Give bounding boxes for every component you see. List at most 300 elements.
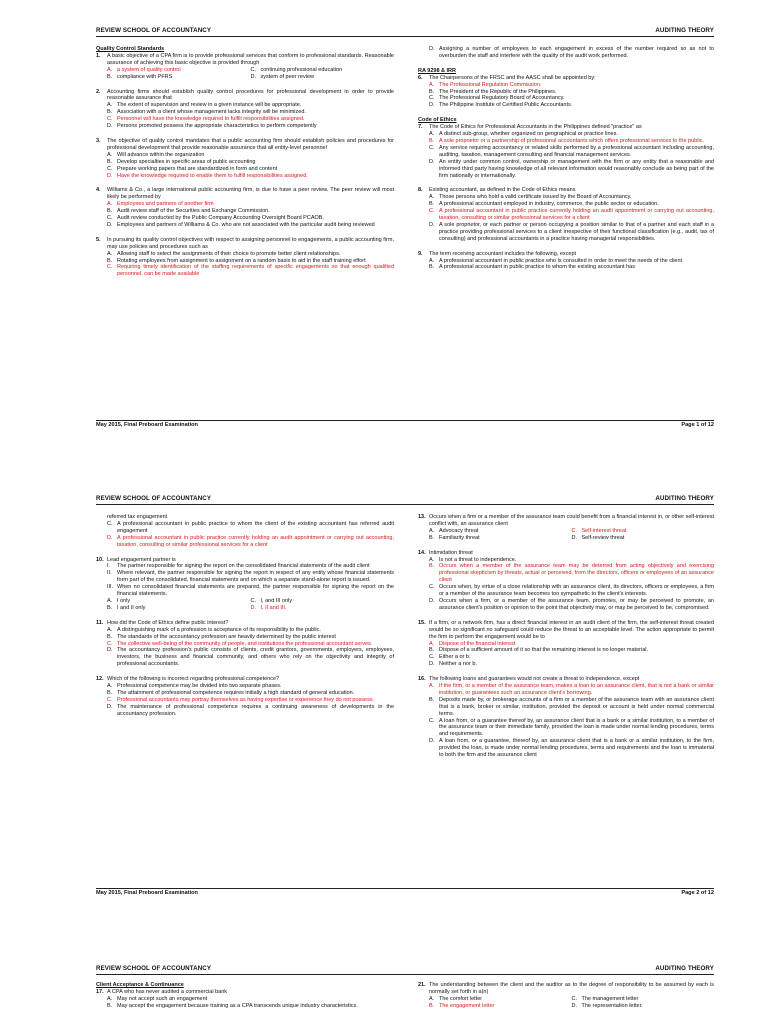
question [418,124,714,179]
question [96,620,394,668]
answer-option [251,605,395,612]
option-letter: C. [571,995,577,1002]
question [96,237,394,278]
option-letter: C. [107,696,113,703]
option-text: A distinct sub-group, whether organized on geographical or practice lines. [439,131,618,138]
question-number: 17. [96,988,104,995]
option-letter: D. [107,123,113,130]
question-body [107,676,394,717]
question [96,187,394,228]
question-stem: Accounting firms should establish quality control procedures for professional development in order to provide reasonable assurance that [107,88,394,102]
question-number: 14. [418,549,426,556]
option-letter: D. [429,46,435,52]
option [429,264,714,271]
option-letter: D. [107,221,113,228]
option-letter: B. [107,257,113,264]
option-text: Personnel will have the knowledge required to fulfill responsibilities assigned. [117,116,305,123]
question-stem: A basic objective of a CPA firm is to provide professional services that conform to professional standards. Reasonable assurance of achieving this basic objective is provided through [107,52,394,66]
question-stem: Williams & Co., a large international public accounting firm, is due to have a peer review. The peer review will most likely be performed by [107,187,394,201]
left-column [96,514,394,726]
option-text: Either a or b. [439,654,471,661]
option-letter: A. [429,683,435,690]
option-text: Self-review threat [581,534,625,541]
option-letter: A. [107,66,113,73]
question-number: 2. [96,88,101,95]
option [107,634,394,641]
option-list [107,598,394,612]
option-text: Allowing staff to select the assignments of their choice to promote better client relationships. [117,250,341,257]
question [418,251,714,272]
option-letter: B. [429,647,435,654]
option-letter: D. [107,703,113,710]
option-text: Assigning a number of employees to each engagement in excess of the number required so as not to overburden the staff and interfere with the quality of the audit work performed. [439,46,714,59]
question-body [107,989,394,1010]
option-letter: B. [429,534,435,541]
option-letter: A. [107,683,113,690]
right-column [418,514,714,767]
option [107,598,251,605]
option [429,996,572,1003]
option-letter: D. [429,102,435,109]
question-stem: Intimidation threat [429,549,473,556]
option [107,152,394,159]
option-letter: C. [250,597,256,604]
option-list [429,82,714,110]
option [107,208,394,215]
question-stem: Which of the following is incorrect regarding professional competence? [107,676,280,683]
option-text: Occurs when a member of the assurance team may be deterred from acting objectively and exercising professional skepticism by threats, actual or perceived, from the directors, officers or employees of an assurance client [439,563,714,584]
option-text: Audit review staff of the Securities and Exchange Commission. [117,208,270,215]
option-letter: A. [429,131,435,138]
question [96,989,394,1010]
section-heading: RA 9298 & IRR [418,67,457,74]
option-letter: A. [429,995,435,1002]
option [107,258,394,265]
answer-option [107,641,394,648]
option-text: Dispose of a sufficient amount of it so that the remaining interest is no longer material. [439,647,649,654]
option-text: The collective well-being of the community of people, and institutions the professional accountant serves. [117,640,373,647]
question-body [107,620,394,668]
question-body [429,550,714,612]
option-text: Audit review conducted by the Public Company Accounting Oversight Board PCAOB. [117,215,324,222]
option-text: The representation letter. [581,1002,643,1009]
left-column [96,982,394,1018]
option [429,647,714,654]
option-letter: D. [250,73,256,80]
option-text: The management letter [581,995,639,1002]
document-page-3 [88,958,728,1024]
option [251,67,395,74]
question-body [429,124,714,179]
option-text: Occurs when, by virtue of a close relationship with an assurance client, its directors, officers or employees, a firm or a member of the assurance team becomes too sympathetic to the client's interests. [439,584,714,598]
answer-option [107,116,394,123]
exam-name: May 2015, Final Preboard Examination [96,422,198,428]
option-text: system of peer review [260,73,314,80]
option-list [107,201,394,229]
option-list [429,46,714,60]
option-text: a system of quality control [117,66,181,73]
question [96,138,394,179]
question-stem: If a firm, or a network firm, has a direct financial interest in an audit client of the firm, the self-interest threat created would be so significant no safeguard could reduce the threat to an acceptable level. The action appropriate to permit the firm to perform the engagement would be to [429,619,714,640]
question-number: 8. [418,187,423,194]
question-body [429,982,714,1010]
option-list [429,131,714,179]
section-heading: Code of Ethics [418,117,457,124]
option-letter: C. [429,144,435,151]
option-text: I, II and III. [260,604,287,611]
option [107,222,394,229]
answer-option [107,697,394,704]
option [429,131,714,138]
school-name: REVIEW SCHOOL OF ACCOUNTANCY [96,27,212,34]
question-stem: The Code of Ethics for Professional Accountants in the Philippines defined "practice" as [429,124,642,131]
answer-option [429,138,714,145]
option [107,215,394,222]
option-letter: B. [429,1002,435,1009]
option-letter: C. [429,717,435,724]
option [429,89,714,96]
option-text: A loan from, or a guarantee thereof by, an assurance client that is a bank or a similar institution, to a member of the assurance team or their immediate family, provided the loan is made under normal lending procedures, terms and requirements. [439,717,714,738]
question [96,557,394,612]
question-stem: The Chairpersons of the FRSC and the AASC shall be appointed by: [429,74,596,81]
question-number: 12. [96,676,104,683]
option-text: Have the knowledge required to enable them to fulfill responsibilities assigned. [117,172,308,179]
option-text: A professional accountant in public practice to whom the client of the existing accountant has referred audit engagement [117,520,394,534]
answer-option [107,535,394,549]
option-text: When no consolidated financial statements are prepared, the partner responsible for signing the report on the financial statements. [117,584,394,598]
subject-name: AUDITING THEORY [655,27,714,34]
option-text: Neither a nor b. [439,661,477,668]
school-name: REVIEW SCHOOL OF ACCOUNTANCY [96,965,212,972]
option [429,661,714,668]
option [107,704,394,718]
option-text: Familiarity threat [439,534,480,541]
option-letter: D. [107,647,113,654]
option-letter: C. [429,584,435,591]
page-footer [96,420,714,429]
section-heading: Client Acceptance & Continuance [96,982,184,988]
answer-option [107,264,394,278]
option [572,1003,715,1010]
page-gap [0,436,768,492]
option-text: The Philippine Institute of Certified Public Accountants. [439,102,573,109]
question-number: 15. [418,619,426,626]
option-letter: C. [107,215,113,222]
option-text: A sole proprietor or a partnership of professional accountants which offers professional services to the public. [439,137,704,144]
option-letter: A. [107,102,113,109]
option [429,194,714,201]
option-text: Professional competence may be divided into two separate phases. [117,683,282,690]
section-heading: Quality Control Standards [96,46,165,52]
option [107,647,394,668]
option-letter: B. [429,563,435,570]
option [251,598,395,605]
option [107,563,394,570]
question-stem: Lead engagement partner is [107,556,176,563]
question-body [107,187,394,228]
question-body [429,187,714,242]
option-letter: I. [107,563,111,570]
question-number: 9. [418,250,423,257]
option-text: Employees and partners of Williams & Co. who are not associated with the particular audit being reviewed [117,221,375,228]
option-letter: A. [107,626,113,633]
option-letter: D. [429,738,435,745]
option-text: Dispose of the financial interest [439,640,516,647]
option-letter: C. [429,208,435,215]
document-page-1 [88,0,728,436]
option-text: A professional accountant in public practice currently holding an audit appointment or carrying out accounting, taxation, consulting or similar professional services for a client [117,534,394,548]
option-letter: B. [429,137,435,144]
option-letter: B. [107,1002,113,1009]
option-letter: C. [107,640,113,647]
option-text: Develop specialties in specific areas of public accounting [117,158,256,165]
option-list [107,521,394,549]
question-stem: Occurs when a firm or a member of the assurance team could benefit from a financial interest in, or other self-interest conflict with, an assurance client [429,514,714,527]
option-text: A professional accountant in public practice to whom the existing accountant has [439,264,635,271]
option-text: The standards of the accountancy profession are heavily determined by the public interest [117,633,336,640]
option-letter: A. [107,995,113,1002]
answer-option [107,173,394,180]
option-letter: D. [429,661,435,668]
option [107,109,394,116]
answer-option [107,67,251,74]
page-number: Page 1 of 12 [681,422,714,428]
continued-body [429,46,714,60]
answer-option [429,82,714,89]
exam-name: May 2015, Final Preboard Examination [96,890,198,896]
option-letter: C. [571,527,577,534]
option-text: I only [117,597,131,604]
question-body [429,514,714,542]
question-stem: How did the Code of Ethics define public interest? [107,619,229,626]
option-list [107,996,394,1010]
option-letter: D. [429,158,435,165]
school-name: REVIEW SCHOOL OF ACCOUNTANCY [96,495,212,502]
question-body [429,676,714,759]
option [429,738,714,759]
option-letter: B. [107,604,113,611]
option [429,557,714,564]
question [418,676,714,759]
option-text: The President of the Republic of the Philippines. [439,88,557,95]
question-number: 3. [96,137,101,144]
option [429,159,714,180]
question-stem: A CPA who has never audited a commercial bank [107,988,228,995]
question [96,89,394,130]
option-list [107,627,394,668]
option-letter: A. [429,640,435,647]
option-letter: A. [429,81,435,88]
page-header [96,26,714,37]
page-number: Page 2 of 12 [681,890,714,896]
question-number: 10. [96,556,104,563]
option-list [429,258,714,272]
continued-question [418,46,714,60]
option-list [107,152,394,180]
option [107,251,394,258]
option-text: Any service requiring accountancy or related skills performed by a professional accountant including accounting, auditing, taxation, management consulting and financial management services. [439,144,714,158]
option-letter: B. [429,264,435,271]
option-text: May accept the engagement because training as a CPA transcends unique industry characteristics. [117,1002,358,1009]
question-body [107,557,394,612]
option-letter: C. [107,264,113,271]
option [107,627,394,634]
option-list [429,996,714,1010]
document-page-2 [88,492,728,902]
option-text: Self-interest threat [581,527,627,534]
option [429,697,714,718]
option-text: The partner responsible for signing the report on the consolidated financial statements of the audit client [117,563,370,570]
option [107,584,394,598]
option [429,584,714,598]
option-letter: B. [107,109,113,116]
question [96,676,394,717]
option-letter: A. [429,257,435,264]
option-text: Where relevant, the partner responsible for signing the report in respect of any entity whose financial statements form part of the consolidated, financial statements and on which a separate stand-alone report is issued. [117,570,394,584]
question [96,53,394,81]
option-text: Will advance within the organization [117,151,205,158]
option [107,74,251,81]
option-text: The Professional Regulation Commission. [439,81,542,88]
page-gap [0,902,768,958]
option [429,102,714,109]
option-text: May not accept such an engagement [117,995,208,1002]
option-letter: II. [107,570,112,577]
option [429,46,714,60]
option-text: A sole proprietor, or each partner or person occupying a position similar to that of a partner and each staff in a practice providing professional services to a client irrespective of their functional classification (e.g., audit, tax of consulting) and professional accountants in a practice having managerial responsibilities. [439,221,714,242]
option-text: The maintenance of professional competence requires a continuing awareness of developments in the accountancy profession. [117,703,394,717]
question-number: 16. [418,676,426,683]
option-letter: C. [429,95,435,102]
option-text: I and II only [117,604,146,611]
question [418,75,714,110]
option-letter: B. [429,88,435,95]
question-body [429,620,714,668]
question-body [107,89,394,130]
option-text: Occurs when a firm, or a member of the assurance team, promotes, or may be perceived to promote, an assurance client's position or opinion to the point that objectivity may, or may be perceived to be, compromised. [439,597,714,611]
option [429,654,714,661]
question-stem: Existing accountant, as defined in the Code of Ethics means [429,187,576,194]
option-text: If the firm, or a member of the assurance team, makes a loan to an assurance client, that is not a bank or similar institution, or guarantees such an assurance client's borrowing. [439,683,714,696]
question-body [107,237,394,278]
continued-question [96,514,394,549]
option-text: continuing professional education [260,66,343,73]
option-list [429,683,714,759]
option [429,598,714,612]
option-letter: B. [429,696,435,703]
question-body [107,138,394,179]
left-column [96,46,394,286]
question-stem: In pursuing its quality control objectives with respect to assigning personnel to engagements, a public accounting firm, may use policies and procedures such as [107,236,394,250]
option-text: Persons promoted possess the appropriate characteristics to perform competently [117,123,317,130]
question-number: 13. [418,514,426,520]
option [429,222,714,243]
answer-option [107,201,394,208]
option [107,102,394,109]
option-letter: A. [429,556,435,563]
answer-option [572,528,715,535]
option-letter: A. [429,527,435,534]
option-list [107,67,394,81]
option-letter: B. [107,633,113,640]
option [107,683,394,690]
option-letter: A. [107,597,113,604]
option [107,996,394,1003]
option [107,521,394,535]
question-number: 21. [418,982,426,988]
question-stem: The following loans and guarantees would not create a threat to independence, except [429,676,640,683]
page-header [96,964,714,975]
option-letter: III. [107,584,114,591]
option [429,145,714,159]
question-stem: The objective of quality control mandates that a public accounting firm should establish policies and procedures for professional development that provide reasonable assurance that all entity-level personnel [107,137,394,151]
option-letter: D. [107,172,113,179]
question-stem: The understanding between the client and the auditor as to the degree of responsibility to be assumed by each is normally set forth in a(n) [429,982,714,995]
option-text: Employees and partners of another firm [117,201,214,208]
option [429,201,714,208]
option [107,570,394,584]
option [251,74,395,81]
option-text: Requiring timely identification of the staffing requirements of specific engagements so that enough qualified personnel, can be made available [117,264,394,278]
option-letter: B. [107,208,113,215]
option-letter: D. [250,604,256,611]
option [107,605,251,612]
answer-option [429,563,714,584]
question-number: 11. [96,619,104,626]
answer-option [429,1003,572,1010]
answer-option [429,641,714,648]
option-letter: A. [107,250,113,257]
question-body [429,251,714,272]
question [418,982,714,1010]
option-text: compliance with PFRS [117,73,173,80]
option-text: The extent of supervision and review in a given instance will be appropriate. [117,102,302,109]
question-number: 4. [96,187,101,194]
option-text: I, and III only [260,597,292,604]
option-text: An entity under common control, ownership or management with the firm or any entity that a reasonable and informed third party having knowledge of all relevant information would reasonably conclude as being part of the firm nationally or internationally. [439,158,714,179]
option-text: A distinguishing mark of a profession is acceptance of its responsibility to the public. [117,626,321,633]
option-list [429,528,714,542]
option [429,95,714,102]
question-body [429,75,714,110]
option-text: The accountancy profession's public consists of clients, credit grantors, governments, employers, employees, investors, the business and financial community, and others who rely on the objectivity and integrity of professional accountants. [117,647,394,668]
option-letter: C. [107,116,113,123]
option [107,123,394,130]
option [572,996,715,1003]
option-text: The attainment of professional competence requires initially a high standard of general education. [117,689,355,696]
option-text: Advocacy threat [439,527,479,534]
option-text: Prepare working papers that are standardized in form and content [117,165,278,172]
option-letter: B. [107,689,113,696]
option-letter: C. [107,165,113,172]
option-letter: C. [250,66,256,73]
option-list [429,194,714,242]
option-letter: B. [107,158,113,165]
option [107,166,394,173]
right-column [418,46,714,279]
option-letter: C. [429,654,435,661]
option-text: Deposits made by, or brokerage accounts of a firm or a member of the assurance team with an assurance client that is a bank, broker or similar, institution, provided the deposit or account is held under normal commercial terms. [439,696,714,717]
option [107,690,394,697]
option-text: A professional accountant employed in industry, commerce, the public sector or education. [439,201,659,208]
page-footer [96,888,714,897]
option-text: A loan from, or a guarantee, thereof by, an assurance client that is a bank or a similar institution, to the firm, provided the loan, is made under normal lending procedures, terms and requirements and the loan is immaterial to both the firm and the assurance client [439,738,714,759]
option-letter: C. [107,520,113,527]
option-letter: D. [429,597,435,604]
question [418,514,714,542]
option-text: A professional accountant in public practice who is consulted in order to meet the needs of the client [439,257,683,264]
option-list [107,251,394,279]
